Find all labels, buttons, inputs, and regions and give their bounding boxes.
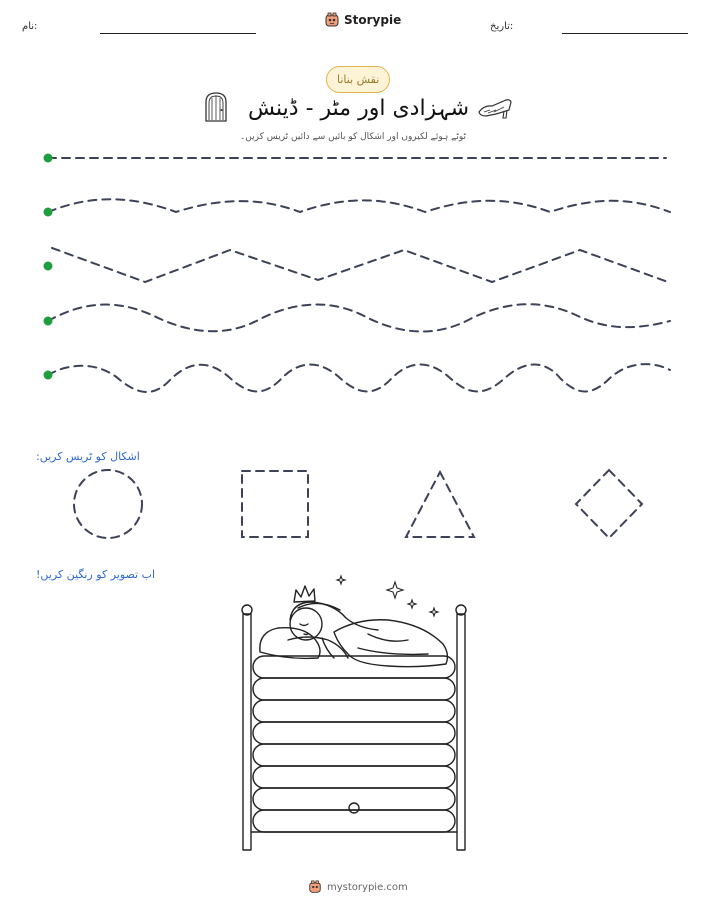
start-dot	[44, 154, 53, 163]
brand	[324, 12, 401, 28]
start-dot	[44, 208, 53, 217]
trace-line-wave-1	[48, 199, 670, 212]
name-line[interactable]	[100, 33, 256, 34]
shapes-section-label: اشکال کو ٹریس کریں:	[36, 450, 140, 463]
footer	[308, 880, 408, 894]
princess-on-mattresses-illustration[interactable]	[238, 574, 472, 856]
trace-square	[242, 471, 308, 537]
start-dot	[44, 317, 53, 326]
footer-site[interactable]: mystorypie.com	[327, 881, 408, 893]
tracing-shapes[interactable]	[0, 460, 709, 550]
coloring-section-label: اب تصویر کو رنگین کریں!	[36, 568, 156, 581]
start-dot	[44, 262, 53, 271]
name-label: نام:	[22, 21, 38, 32]
trace-line-zigzag	[52, 248, 668, 282]
page-title: شہزادی اور مٹر - ڈینش	[248, 96, 470, 121]
start-dot	[44, 371, 53, 380]
page-instructions: ٹوٹے ہوئے لکیروں اور اشکال کو بائیں سے دائیں ٹریس کریں۔	[240, 132, 467, 142]
trace-line-wave-3	[48, 364, 670, 392]
activity-badge: نقش بنانا	[326, 66, 390, 93]
date-line[interactable]	[562, 33, 688, 34]
door-icon	[204, 92, 228, 126]
trace-circle	[74, 470, 142, 538]
storypie-logo-icon	[308, 880, 322, 894]
trace-line-wave-2	[48, 304, 670, 331]
brand-name: Storypie	[344, 13, 402, 27]
storypie-logo-icon	[324, 12, 340, 28]
tracing-lines[interactable]	[0, 140, 709, 400]
glass-slipper-icon	[476, 96, 516, 126]
date-label: تاریخ:	[490, 21, 514, 32]
trace-diamond	[576, 470, 642, 538]
trace-triangle	[406, 472, 474, 537]
